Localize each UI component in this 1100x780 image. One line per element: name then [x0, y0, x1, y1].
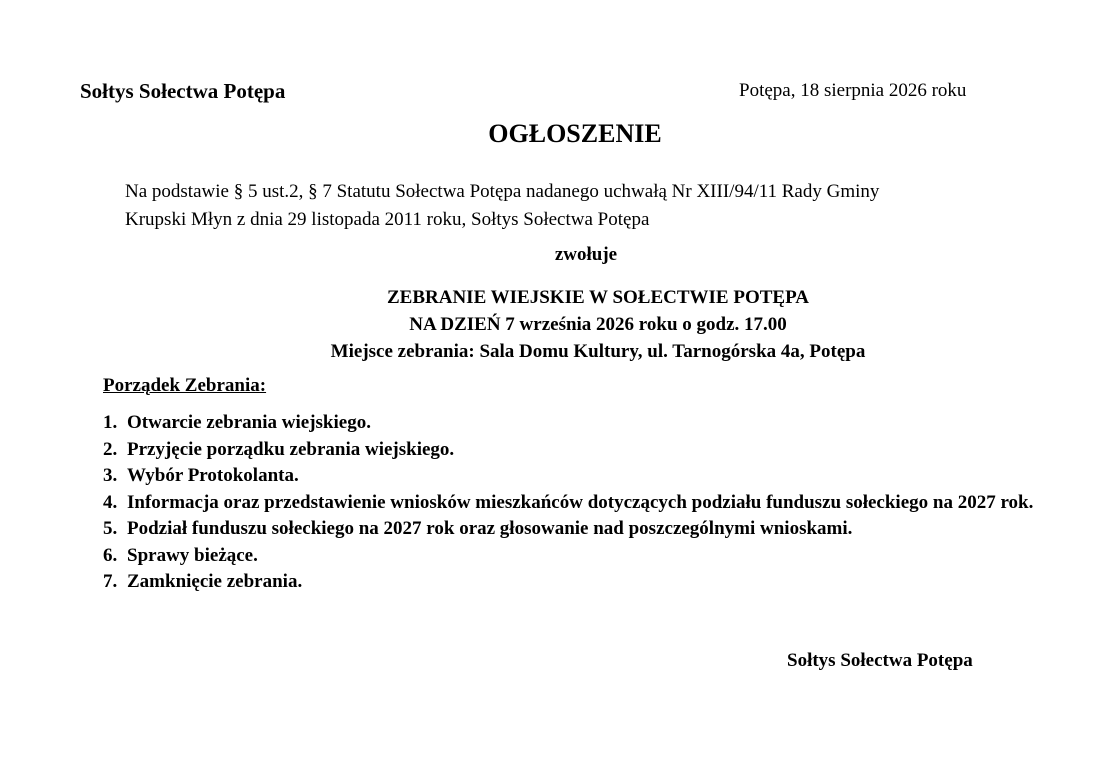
agenda-item-number: 1.: [103, 412, 118, 433]
agenda-item-number: 2.: [103, 438, 118, 460]
agenda-item-text: Zamknięcie zebrania.: [127, 571, 303, 592]
agenda-item-text: Sprawy bieżące.: [127, 544, 258, 566]
agenda-item-number: 5.: [103, 518, 118, 539]
convenes-label: zwołuje: [554, 244, 618, 265]
agenda-item: [103, 490, 1063, 517]
header-place-date: Potępa, 18 sierpnia 2026 roku: [739, 80, 967, 101]
agenda-item-text: Otwarcie zebrania wiejskiego.: [127, 412, 371, 433]
meeting-name: ZEBRANIE WIEJSKIE W SOŁECTWIE POTĘPA: [387, 287, 809, 308]
agenda-item-text: Wybór Protokolanta.: [127, 465, 299, 486]
intro-line: Krupski Młyn z dnia 29 listopada 2011 roku, Sołtys Sołectwa Potępa: [125, 209, 650, 230]
agenda-item-number: 4.: [103, 491, 118, 513]
header-author: Sołtys Sołectwa Potępa: [80, 79, 286, 103]
document-title: OGŁOSZENIE: [488, 119, 662, 148]
agenda-item-text: Przyjęcie porządku zebrania wiejskiego.: [127, 438, 455, 460]
agenda-item-number: 6.: [103, 544, 118, 566]
agenda-item-number: 3.: [103, 465, 118, 486]
agenda-item-text: Informacja oraz przedstawienie wniosków mieszkańców dotyczących podziału funduszu sołeckiego na 2027 rok.: [127, 491, 1034, 513]
agenda-item: [103, 437, 1063, 464]
meeting-block: [0, 284, 1100, 365]
agenda-item: [103, 569, 1063, 596]
intro-paragraph: [125, 178, 1025, 234]
agenda-item: [103, 543, 1063, 570]
signature: Sołtys Sołectwa Potępa: [787, 650, 973, 671]
agenda-item: [103, 516, 1063, 543]
agenda-heading: Porządek Zebrania:: [103, 375, 267, 396]
intro-line: Na podstawie § 5 ust.2, § 7 Statutu Sołectwa Potępa nadanego uchwałą Nr XIII/94/11 Rady Gminy: [125, 181, 880, 202]
agenda-item-number: 7.: [103, 571, 118, 592]
meeting-location: Miejsce zebrania: Sala Domu Kultury, ul. Tarnogórska 4a, Potępa: [330, 341, 866, 362]
agenda-item: [103, 463, 1063, 490]
agenda-item-text: Podział funduszu sołeckiego na 2027 rok oraz głosowanie nad poszczególnymi wnioskami.: [127, 518, 853, 539]
agenda-list: [103, 410, 1063, 596]
agenda-item: [103, 410, 1063, 437]
meeting-date: NA DZIEŃ 7 września 2026 roku o godz. 17.00: [409, 314, 787, 335]
